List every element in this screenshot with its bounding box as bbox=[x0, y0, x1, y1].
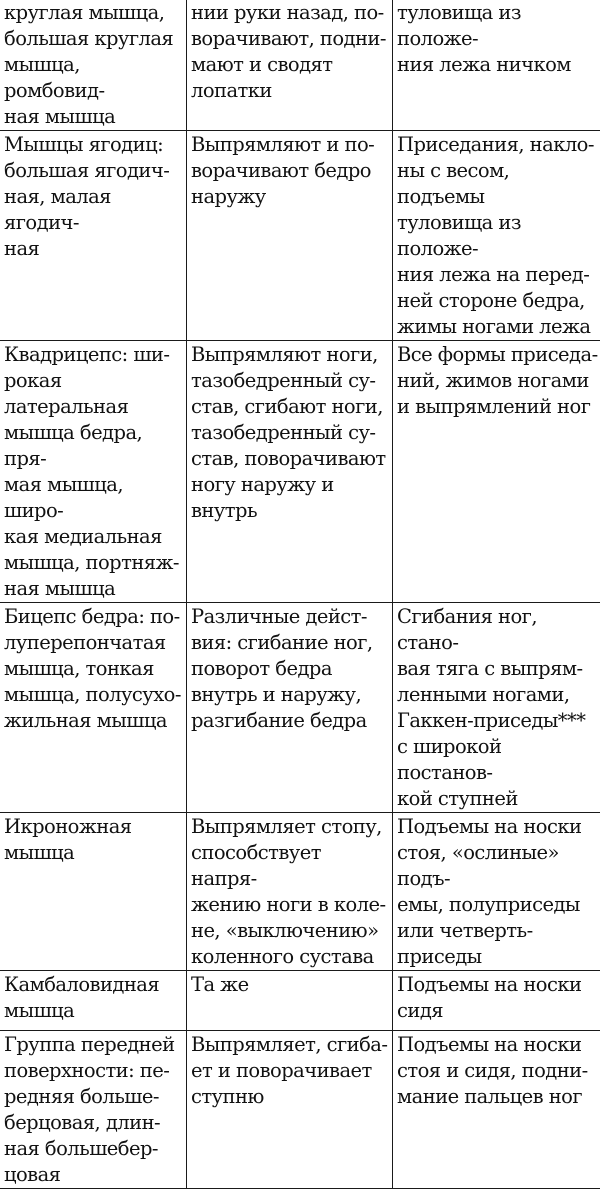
table-row bbox=[0, 603, 600, 813]
action-cell: Выпрямляет стопу, способствует напря- жению ноги в коле- не, «выключению» коленного сустава bbox=[187, 813, 393, 971]
exercises-cell: туловища из положе- ния лежа ничком bbox=[393, 0, 600, 131]
table-row bbox=[0, 341, 600, 603]
table-row bbox=[0, 0, 600, 131]
muscle-cell: Квадрицепс: ши- рокая латеральная мышца бедра, пря- мая мышца, широ- кая медиальная мышца, портняж- ная мышца bbox=[0, 341, 187, 603]
muscle-cell: Мышцы ягодиц: большая ягодич- ная, малая ягодич- ная bbox=[0, 131, 187, 341]
exercises-cell: Приседания, накло- ны с весом, подъемы туловища из положе- ния лежа на перед- ней стороне бедра, жимы ногами лежа bbox=[393, 131, 600, 341]
table-row bbox=[0, 1031, 600, 1189]
action-cell: Выпрямляют ноги, тазобедренный су- став, сгибают ноги, тазобедренный су- став, поворачивают ногу наружу и внутрь bbox=[187, 341, 393, 603]
muscle-cell: Икроножная мышца bbox=[0, 813, 187, 971]
muscle-cell: Группа передней поверхности: пе- редняя больше- берцовая, длин- ная большебер- цовая bbox=[0, 1031, 187, 1189]
action-cell: Выпрямляет, сгиба- ет и поворачивает ступню bbox=[187, 1031, 393, 1189]
muscle-cell: Камбаловидная мышца bbox=[0, 971, 187, 1031]
exercises-cell: Подъемы на носки сидя bbox=[393, 971, 600, 1031]
table-row bbox=[0, 813, 600, 971]
table-row bbox=[0, 971, 600, 1031]
exercises-cell: Сгибания ног, стано- вая тяга с выпрям- ленными ногами, Гаккен-приседы*** с широкой постанов- кой ступней bbox=[393, 603, 600, 813]
exercises-cell: Все формы приседа- ний, жимов ногами и выпрямлений ног bbox=[393, 341, 600, 603]
exercises-cell: Подъемы на носки стоя и сидя, подни- мание пальцев ног bbox=[393, 1031, 600, 1189]
action-cell: нии руки назад, по- ворачивают, подни- мают и сводят лопатки bbox=[187, 0, 393, 131]
table-row bbox=[0, 131, 600, 341]
muscle-cell: круглая мышца, большая круглая мышца, ромбовид- ная мышца bbox=[0, 0, 187, 131]
action-cell: Выпрямляют и по- ворачивают бедро наружу bbox=[187, 131, 393, 341]
action-cell: Та же bbox=[187, 971, 393, 1031]
muscle-cell: Бицепс бедра: по- луперепончатая мышца, тонкая мышца, полусухо- жильная мышца bbox=[0, 603, 187, 813]
action-cell: Различные дейст- вия: сгибание ног, поворот бедра внутрь и наружу, разгибание бедра bbox=[187, 603, 393, 813]
exercises-cell: Подъемы на носки стоя, «ослиные» подъ- емы, полуприседы или четверть-приседы bbox=[393, 813, 600, 971]
